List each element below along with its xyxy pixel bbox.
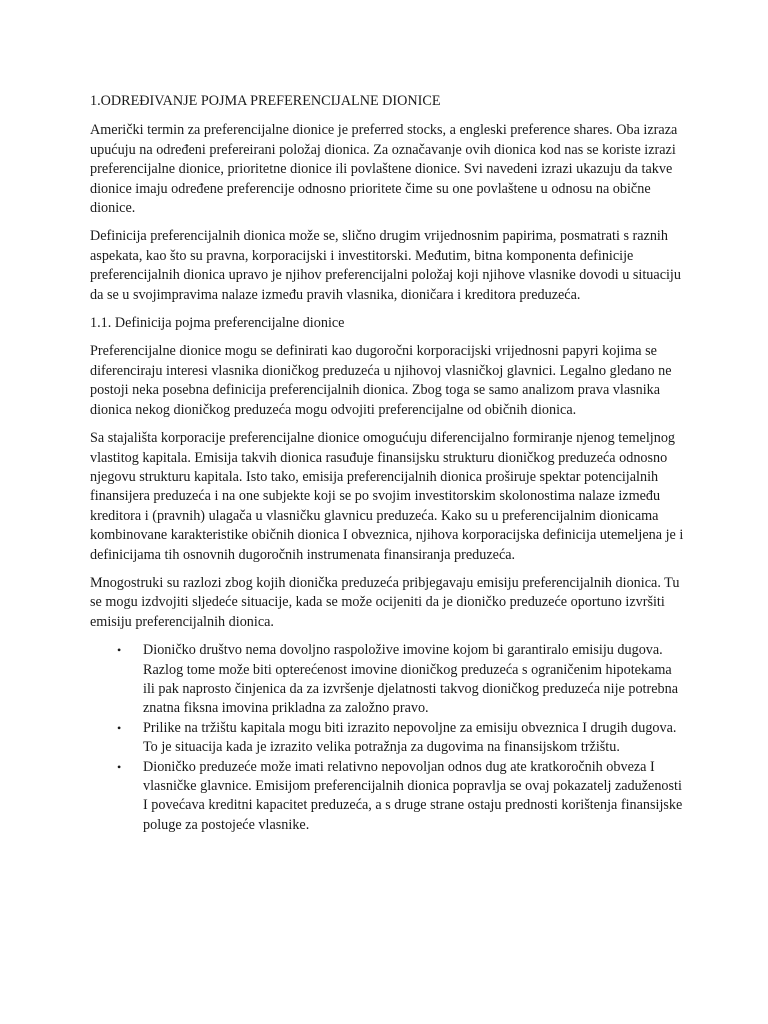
intro-paragraph-2: Definicija preferencijalnih dionica može se, slično drugim vrijednosnim papirima, posmatrati s raznih aspekata, kao što su pravna, korporacijski i investitorski. Međutim, bitna komponenta definicije preferencijalnih dionica upravo je njihov preferencijalni položaj koji njihove vlasnike dovodi u situaciju da se u svojimpravima nalaze između pravih vlasnika, dioničara i kreditora preduzeća. bbox=[90, 228, 681, 303]
reasons-paragraph: Mnogostruki su razlozi zbog kojih dionička preduzeća pribjegavaju emisiju preferencijalnih dionica. Tu se mogu izdvojiti sljedeće situacije, kada se može ocijeniti da je dioničko preduzeće oportuno izvršiti emisiju preferencijalnih dionica. bbox=[90, 574, 680, 630]
list-item bbox=[115, 758, 686, 836]
list-item bbox=[115, 719, 686, 758]
corporate-view-paragraph: Sa stajališta korporacije preferencijalne dionice omogućuju diferencijalno formiranje njenog temeljnog vlastitog kapitala. Emisija takvih dionica rasuđuje finansijsku strukturu dioničkog preduzeća odnosno njegovu strukturu kapitala. Isto tako, emisija preferencijalnih dionica proširuje spektar potencijalnih finansijera preduzeća i na one subjekte koji se po svojim investitorskim skolonostima nalaze između kreditora i (pravnih) ulagača u vlasničku glavnicu preduzeća. Kako su u preferencijalnim dionicama kombinovane karakteristike običnih dionica I obveznica, njihova korporacijska definicija utemeljena je i definicijama tih osnovnih dugoročnih instrumenata finansiranja preduzeća. bbox=[90, 430, 684, 563]
list-item bbox=[115, 641, 686, 719]
subsection-heading: 1.1. Definicija pojma preferencijalne dionice bbox=[90, 315, 345, 332]
list-item-text: Dioničko preduzeće može imati relativno nepovoljan odnos dug ate kratkoročnih obveza I vlasničke glavnice. Emisijom preferencijalnih dionica popravlja se ovaj pokazatelj zaduženosti I povećava kreditni kapacitet preduzeća, a s druge strane ostaju prednosti korištenja finansijske poluge za postojeće vlasnike. bbox=[143, 758, 683, 833]
document-body bbox=[90, 92, 686, 835]
section-heading: 1.ODREĐIVANJE POJMA PREFERENCIJALNE DIONICE bbox=[90, 93, 441, 109]
bullet-icon: • bbox=[117, 720, 122, 735]
intro-paragraph-1: Američki termin za preferencijalne dionice je preferred stocks, a engleski preference shares. Oba izraza upućuju na određeni prefereirani položaj dionica. Za označavanje ovih dionica kod nas se koriste izrazi preferencijalne dionice, prioritetne dionice ili povlaštene dionice. Svi navedeni izrazi ukazuju da takve dionice imaju određene preferencije odnosno prioritete čime su one povlaštene u odnosu na obične dionice. bbox=[90, 122, 678, 217]
reasons-list bbox=[90, 641, 686, 835]
bullet-icon: • bbox=[117, 643, 122, 658]
list-item-text: Prilike na tržištu kapitala mogu biti izrazito nepovoljne za emisiju obveznica I drugih dugova. To je situacija kada je izrazito velika potražnja za dugovima na finansijskom tržištu. bbox=[143, 719, 677, 756]
list-item-text: Dioničko društvo nema dovoljno raspoložive imovine kojom bi garantiralo emisiju dugova. Razlog tome može biti opterećenost imovine dioničkog preduzeća s ograničenim hipotekama ili pak naprosto činjenica da za izvršenje djelatnosti takvog dioničkog preduzeća nije potrebna znatna fiksna imovina prikladna za založno pravo. bbox=[143, 642, 678, 717]
definition-paragraph: Preferencijalne dionice mogu se definirati kao dugoročni korporacijski vrijednosni papyri kojima se diferenciraju interesi vlasnika dioničkog preduzeća u njihovoj vlasničkoj glavnici. Legalno gledano ne postoji neka posebna definicija preferencijalnih dionica. Zbog toga se samo analizom prava vlasnika dionica nekog dioničkog preduzeća mogu odvojiti preferencijalne od običnih dionica. bbox=[90, 343, 672, 418]
bullet-icon: • bbox=[117, 759, 122, 774]
